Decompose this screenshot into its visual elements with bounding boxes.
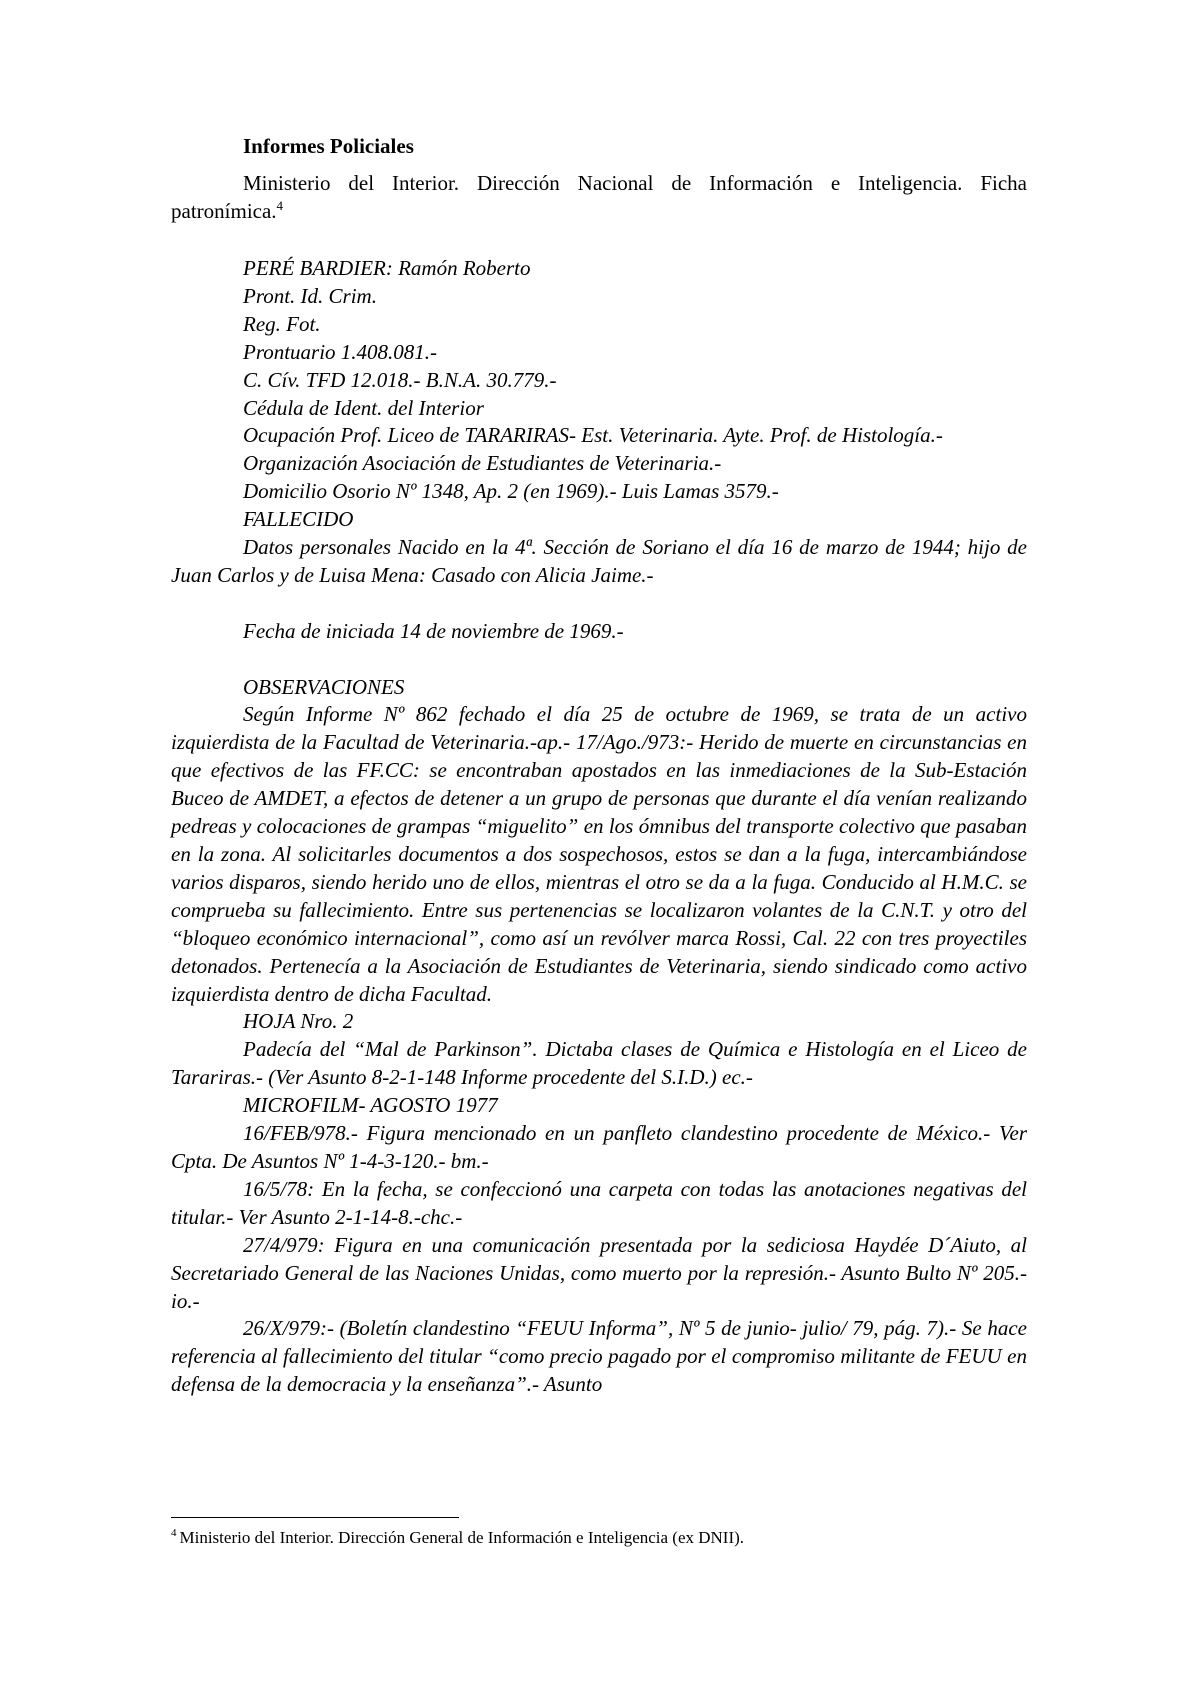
footnote-text: Ministerio del Interior. Dirección General de Información e Inteligencia (ex DNII). [179,1528,745,1547]
page-body [171,132,1027,1399]
observation-paragraph: Padecía del “Mal de Parkinson”. Dictaba clases de Química e Histología en el Liceo de Tarariras.- (Ver Asunto 8-2-1-148 Informe procedente del S.I.D.) ec.- [171,1037,1027,1090]
section-heading: Informes Policiales [243,134,414,158]
record-name: PERÉ BARDIER: Ramón Roberto [243,256,531,280]
footnote-divider [171,1517,459,1518]
hoja-label: HOJA Nro. 2 [243,1009,354,1034]
footnote-reference: 4 [276,197,284,213]
footnote-number: 4 [171,1527,177,1540]
record-organizacion: Organización Asociación de Estudiantes de Veterinaria.- [243,451,722,476]
footnote [171,1527,1027,1549]
record-prontuario: Prontuario 1.408.081.- [243,339,438,364]
record-cedula: Cédula de Ident. del Interior [243,395,484,420]
record-fecha: Fecha de iniciada 14 de noviembre de 1969.- [243,618,624,643]
record-civ: C. Cív. TFD 12.018.- B.N.A. 30.779.- [243,367,557,392]
observaciones-title: OBSERVACIONES [243,674,405,699]
record-reg-fot: Reg. Fot. [243,311,321,336]
record-domicilio: Domicilio Osorio Nº 1348, Ap. 2 (en 1969).- Luis Lamas 3579.- [243,479,779,504]
observation-paragraph: 26/X/979:- (Boletín clandestino “FEUU Informa”, Nº 5 de junio- julio/ 79, pág. 7).- Se hace referencia al fallecimiento del titular “como precio pagado por el compromiso militante de FEUU en defensa de la democracia y la enseñanza”.- Asunto [171,1316,1027,1397]
record-ocupacion: Ocupación Prof. Liceo de TARARIRAS- Est. Veterinaria. Ayte. Prof. de Histología.- [243,423,943,448]
observation-paragraph: Según Informe Nº 862 fechado el día 25 de octubre de 1969, se trata de un activo izquierdista de la Facultad de Veterinaria.-ap.- 17/Ago./973:- Herido de muerte en circunstancias en que efectivos de las FF.CC: se encontraban apostados en las inmediaciones de la Sub-Estación Buceo de AMDET, a efectos de detener a un grupo de personas que durante el día venían realizando pedreas y colocaciones de grampas “miguelito” en los ómnibus del transporte colectivo que pasaban en la zona. Al solicitarles documentos a dos sospechosos, estos se dan a la fuga, intercambiándose varios disparos, siendo herido uno de ellos, mientras el otro se da a la fuga. Conducido al H.M.C. se comprueba su fallecimiento. Entre sus pertenencias se localizaron volantes de la C.N.T. y otro del “bloqueo económico internacional”, como así un revólver marca Rossi, Cal. 22 con tres proyectiles detonados. Pertenecía a la Asociación de Estudiantes de Veterinaria, siendo sindicado como activo izquierdista dentro de dicha Facultad. [171,702,1027,1006]
observation-paragraph: 16/5/78: En la fecha, se confeccionó una carpeta con todas las anotaciones negativas del titular.- Ver Asunto 2-1-14-8.-chc.- [171,1176,1027,1229]
observation-paragraph: 16/FEB/978.- Figura mencionado en un panfleto clandestino procedente de México.- Ver Cpta. De Asuntos Nº 1-4-3-120.- bm.- [171,1121,1027,1173]
intro-paragraph [171,170,1027,225]
record-pront-id: Pront. Id. Crim. [243,283,377,308]
record-datos: Datos personales Nacido en la 4ª. Sección de Soriano el día 16 de marzo de 1944; hijo de Juan Carlos y de Luisa Mena: Casado con Alicia Jaime.- [171,535,1027,587]
microfilm-label: MICROFILM- AGOSTO 1977 [243,1093,498,1118]
record-fallecido: FALLECIDO [243,507,354,532]
record-block [171,255,1027,1399]
observation-paragraph: 27/4/979: Figura en una comunicación presentada por la sediciosa Haydée D´Aiuto, al Secretariado General de las Naciones Unidas, como muerto por la represión.- Asunto Bulto Nº 205.-io.- [171,1232,1027,1313]
intro-text: Ministerio del Interior. Dirección Nacional de Información e Inteligencia. Ficha patronímica. [171,171,1027,223]
